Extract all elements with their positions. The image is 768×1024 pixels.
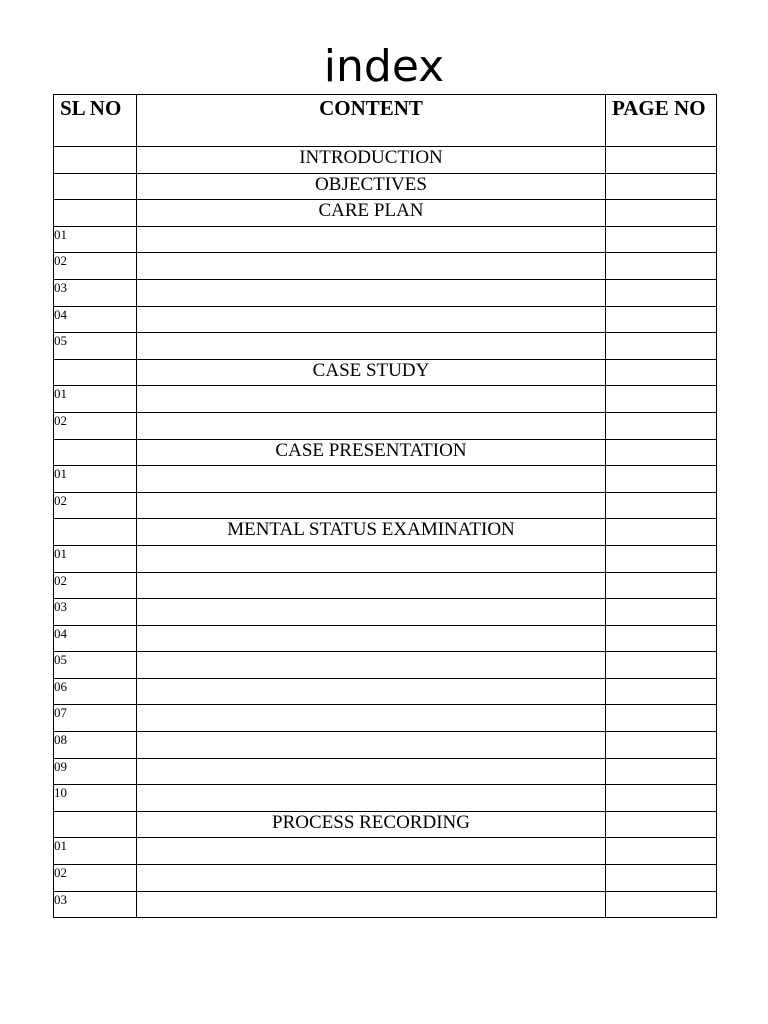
page-no-cell: [606, 838, 717, 865]
table-row: [54, 226, 717, 253]
page-no-cell: [606, 758, 717, 785]
table-row: [54, 466, 717, 493]
table-row: [54, 439, 717, 466]
content-cell: [137, 732, 606, 759]
content-cell: [137, 652, 606, 679]
sl-no-cell: [54, 200, 137, 227]
table-row: [54, 412, 717, 439]
content-cell: [137, 599, 606, 626]
content-cell: [137, 865, 606, 892]
content-cell: [137, 758, 606, 785]
page-no-cell: [606, 412, 717, 439]
table-row: [54, 279, 717, 306]
page-no-cell: [606, 732, 717, 759]
sl-no-cell: 05: [54, 333, 137, 360]
content-cell: [137, 891, 606, 918]
table-row: [54, 599, 717, 626]
sl-no-cell: 03: [54, 279, 137, 306]
table-row: [54, 785, 717, 812]
content-cell: OBJECTIVES: [137, 173, 606, 200]
table-row: [54, 386, 717, 413]
page-no-cell: [606, 545, 717, 572]
sl-no-cell: 02: [54, 865, 137, 892]
index-table: [53, 94, 717, 918]
page-no-cell: [606, 492, 717, 519]
table-row: [54, 545, 717, 572]
page-no-cell: [606, 811, 717, 838]
page-no-cell: [606, 519, 717, 546]
content-cell: [137, 279, 606, 306]
page-no-cell: [606, 865, 717, 892]
sl-no-cell: 01: [54, 466, 137, 493]
table-row: [54, 838, 717, 865]
sl-no-cell: 03: [54, 891, 137, 918]
page-no-cell: [606, 173, 717, 200]
page-no-cell: [606, 226, 717, 253]
page-no-cell: [606, 678, 717, 705]
content-cell: CARE PLAN: [137, 200, 606, 227]
sl-no-cell: 01: [54, 545, 137, 572]
sl-no-cell: 02: [54, 492, 137, 519]
content-cell: [137, 785, 606, 812]
page-no-header: PAGE NO: [606, 95, 717, 147]
page-no-cell: [606, 652, 717, 679]
page-no-cell: [606, 306, 717, 333]
sl-no-cell: 02: [54, 412, 137, 439]
sl-no-cell: 10: [54, 785, 137, 812]
table-row: [54, 519, 717, 546]
table-row: [54, 865, 717, 892]
content-cell: [137, 412, 606, 439]
sl-no-cell: 01: [54, 838, 137, 865]
sl-no-cell: 01: [54, 386, 137, 413]
sl-no-cell: 02: [54, 572, 137, 599]
sl-no-cell: 01: [54, 226, 137, 253]
sl-no-cell: [54, 147, 137, 174]
page-no-cell: [606, 147, 717, 174]
page-no-cell: [606, 785, 717, 812]
sl-no-cell: [54, 439, 137, 466]
page-no-cell: [606, 466, 717, 493]
table-row: [54, 891, 717, 918]
sl-no-cell: 05: [54, 652, 137, 679]
table-row: [54, 705, 717, 732]
content-header: CONTENT: [137, 95, 606, 147]
table-row: [54, 758, 717, 785]
content-cell: CASE PRESENTATION: [137, 439, 606, 466]
content-cell: [137, 492, 606, 519]
header-row: [54, 95, 717, 147]
page-no-cell: [606, 333, 717, 360]
index-table-body: [54, 147, 717, 918]
content-cell: [137, 625, 606, 652]
content-cell: [137, 306, 606, 333]
table-row: [54, 200, 717, 227]
page-no-cell: [606, 572, 717, 599]
content-cell: PROCESS RECORDING: [137, 811, 606, 838]
table-row: [54, 147, 717, 174]
content-cell: [137, 253, 606, 280]
sl-no-cell: [54, 811, 137, 838]
table-row: [54, 811, 717, 838]
page-no-cell: [606, 200, 717, 227]
table-row: [54, 732, 717, 759]
page-no-cell: [606, 625, 717, 652]
content-cell: [137, 466, 606, 493]
table-row: [54, 572, 717, 599]
content-cell: [137, 333, 606, 360]
content-cell: [137, 545, 606, 572]
sl-no-header: SL NO: [54, 95, 137, 147]
page-no-cell: [606, 439, 717, 466]
page-no-cell: [606, 599, 717, 626]
content-cell: [137, 572, 606, 599]
page-no-cell: [606, 891, 717, 918]
page-no-cell: [606, 386, 717, 413]
content-cell: [137, 678, 606, 705]
content-cell: [137, 838, 606, 865]
sl-no-cell: 02: [54, 253, 137, 280]
page-no-cell: [606, 253, 717, 280]
table-row: [54, 492, 717, 519]
table-row: [54, 253, 717, 280]
sl-no-cell: 09: [54, 758, 137, 785]
page-no-cell: [606, 279, 717, 306]
table-row: [54, 306, 717, 333]
content-cell: [137, 705, 606, 732]
content-cell: MENTAL STATUS EXAMINATION: [137, 519, 606, 546]
table-row: [54, 625, 717, 652]
content-cell: INTRODUCTION: [137, 147, 606, 174]
content-cell: CASE STUDY: [137, 359, 606, 386]
sl-no-cell: [54, 519, 137, 546]
sl-no-cell: 04: [54, 625, 137, 652]
sl-no-cell: [54, 359, 137, 386]
table-row: [54, 359, 717, 386]
sl-no-cell: 03: [54, 599, 137, 626]
content-cell: [137, 226, 606, 253]
sl-no-cell: 06: [54, 678, 137, 705]
sl-no-cell: 04: [54, 306, 137, 333]
sl-no-cell: 07: [54, 705, 137, 732]
content-cell: [137, 386, 606, 413]
table-row: [54, 173, 717, 200]
table-row: [54, 333, 717, 360]
sl-no-cell: 08: [54, 732, 137, 759]
table-row: [54, 678, 717, 705]
page-no-cell: [606, 359, 717, 386]
page-title: index: [323, 41, 445, 92]
page-no-cell: [606, 705, 717, 732]
table-row: [54, 652, 717, 679]
sl-no-cell: [54, 173, 137, 200]
